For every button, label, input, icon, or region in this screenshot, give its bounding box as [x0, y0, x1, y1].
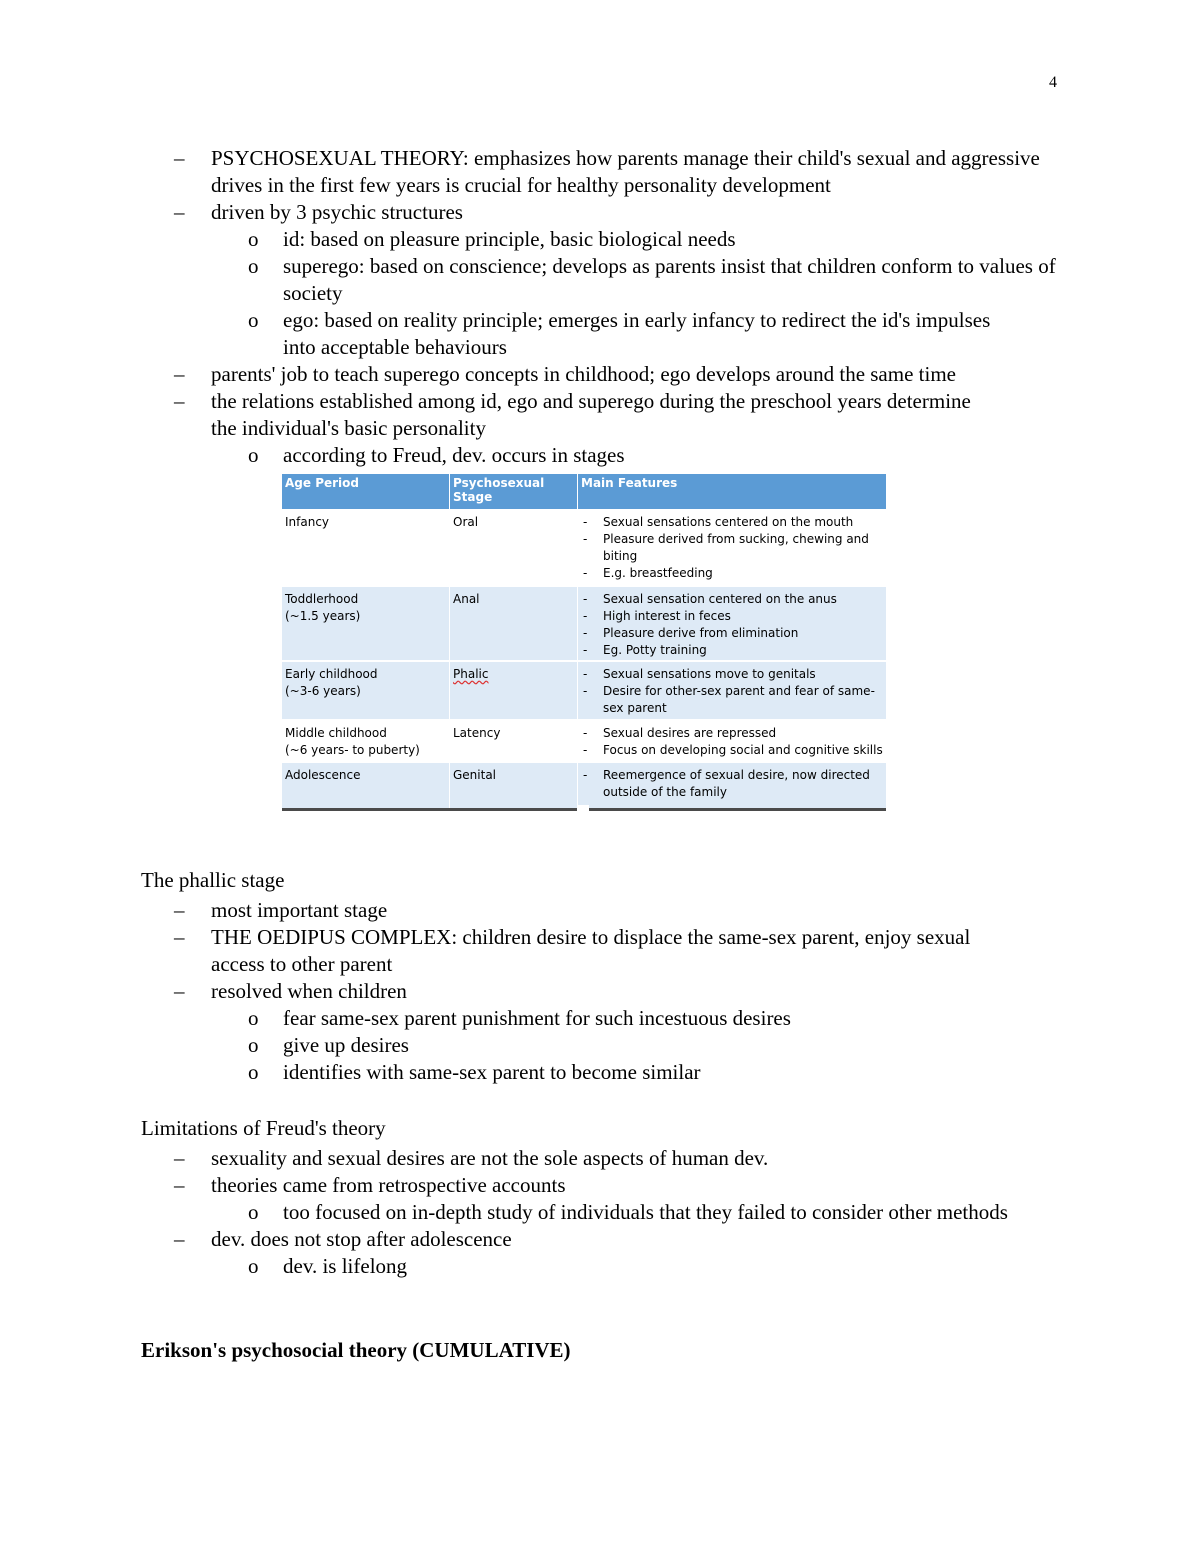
table-row — [282, 587, 886, 662]
table-border-gap — [577, 805, 589, 813]
list-item: o too focused on in-depth study of individuals that they failed to consider other methods — [248, 1200, 1008, 1224]
limitations-list — [0, 1145, 1200, 1280]
limitations-heading: Limitations of Freud's theory — [141, 1116, 386, 1140]
list-item: – PSYCHOSEXUAL THEORY: emphasizes how parents manage their child's sexual and aggressive drives in the first few years is crucial for healthy personality development — [174, 146, 1040, 197]
list-item: – parents' job to teach superego concepts in childhood; ego develops around the same time — [174, 362, 956, 386]
age-period: Toddlerhood — [285, 592, 359, 606]
list-item: o id: based on pleasure principle, basic biological needs — [248, 227, 736, 251]
erikson-heading: Erikson's psychosocial theory (CUMULATIVE) — [141, 1338, 571, 1362]
feature-item: - Reemergence of sexual desire, now directed outside of the family — [583, 768, 870, 799]
list-item: o give up desires — [248, 1033, 409, 1057]
header-main-features: Main Features — [577, 474, 886, 509]
list-item: o according to Freud, dev. occurs in stages — [248, 443, 625, 467]
feature-item: - Sexual desires are repressed — [583, 726, 777, 740]
phallic-list — [0, 897, 1200, 1086]
table-row — [282, 763, 886, 808]
list-item: o dev. is lifelong — [248, 1254, 408, 1278]
feature-item: - Sexual sensations move to genitals — [583, 667, 816, 681]
feature-item: - E.g. breastfeeding — [583, 566, 713, 580]
list-item: – the relations established among id, ego and superego during the preschool years determine the individual's basic personality — [174, 389, 971, 440]
stage-name: Latency — [453, 726, 501, 740]
psychosexual-stage-table — [282, 474, 886, 808]
feature-item: - High interest in feces — [583, 609, 731, 623]
list-item: o fear same-sex parent punishment for such incestuous desires — [248, 1006, 791, 1030]
table-row — [282, 721, 886, 763]
list-item: – THE OEDIPUS COMPLEX: children desire to displace the same-sex parent, enjoy sexual access to other parent — [174, 925, 971, 976]
header-psychosexual-stage: Psychosexual Stage — [449, 474, 577, 509]
stage-name: Genital — [453, 768, 497, 782]
feature-item: - Pleasure derive from elimination — [583, 626, 799, 640]
list-item: o superego: based on conscience; develops as parents insist that children conform to values of society — [248, 254, 1056, 305]
list-item: – most important stage — [174, 898, 388, 922]
list-item: – resolved when children — [174, 979, 407, 1003]
list-item: – driven by 3 psychic structures — [174, 200, 463, 224]
age-range: (~3-6 years) — [285, 684, 361, 698]
psychosexual-list — [0, 145, 1200, 469]
feature-item: - Focus on developing social and cognitive skills — [583, 743, 883, 757]
age-period: Middle childhood — [285, 726, 387, 740]
age-range: (~1.5 years) — [285, 609, 361, 623]
stage-name: Anal — [453, 592, 480, 606]
age-period: Infancy — [285, 515, 330, 529]
stage-name: Oral — [453, 515, 479, 529]
list-item: o ego: based on reality principle; emerges in early infancy to redirect the id's impulses into acceptable behaviours — [248, 308, 991, 359]
stage-name: Phalic — [453, 667, 489, 681]
page-number: 4 — [1049, 74, 1057, 91]
list-item: o identifies with same-sex parent to become similar — [248, 1060, 701, 1084]
table-header — [282, 474, 886, 509]
list-item: – sexuality and sexual desires are not the sole aspects of human dev. — [174, 1146, 769, 1170]
age-period: Early childhood — [285, 667, 378, 681]
header-age-period: Age Period — [285, 476, 359, 490]
feature-item: - Sexual sensation centered on the anus — [583, 592, 837, 606]
feature-item: - Eg. Potty training — [583, 643, 707, 657]
feature-item: - Sexual sensations centered on the mouth — [583, 515, 854, 529]
table-row — [282, 509, 886, 587]
feature-item: - Desire for other-sex parent and fear of same-sex parent — [583, 684, 875, 715]
phallic-stage-heading: The phallic stage — [141, 868, 285, 892]
age-range: (~6 years- to puberty) — [285, 743, 420, 757]
age-period: Adolescence — [285, 768, 361, 782]
list-item: – theories came from retrospective accounts — [174, 1173, 566, 1197]
table-row — [282, 662, 886, 721]
feature-item: - Pleasure derived from sucking, chewing and biting — [583, 532, 869, 563]
list-item: – dev. does not stop after adolescence — [174, 1227, 512, 1251]
